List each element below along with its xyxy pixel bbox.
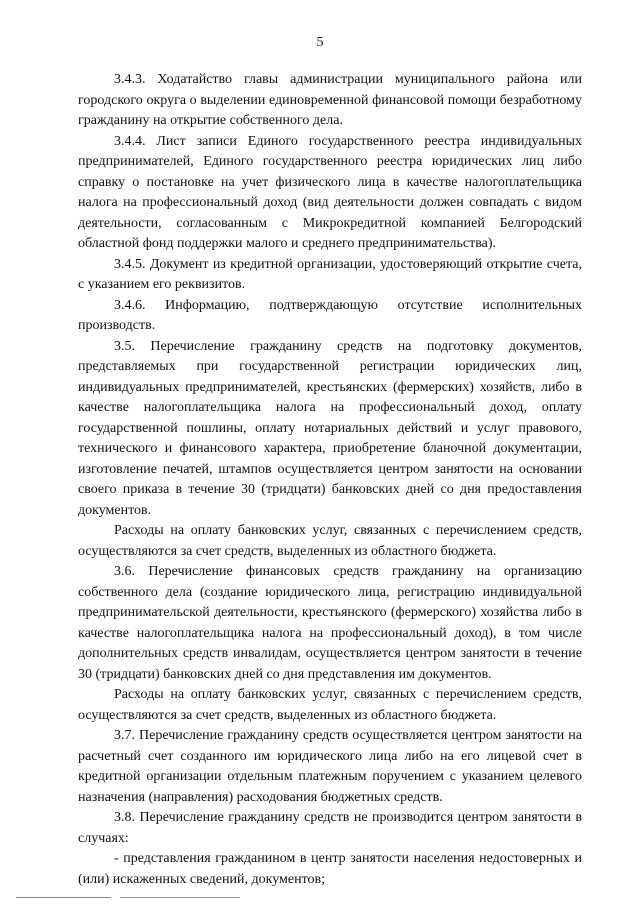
paragraph-3-4-6: 3.4.6. Информацию, подтверждающую отсутствие исполнительных производств.	[78, 297, 582, 333]
scan-edge-mark	[16, 897, 111, 898]
paragraph-3-6-expenses: Расходы на оплату банковских услуг, связанных с перечислением средств, осуществляются за счет средств, выделенных из областного бюджета.	[78, 687, 582, 723]
paragraph-3-5: 3.5. Перечисление гражданину средств на подготовку документов, представляемых при государственной регистрации юридических лиц, индивидуальных предпринимателей, крестьянских (фермерских) хозяйств, либо в качестве налогоплательщика налога на профессиональный доход, оплату государственной пошлины, оплату нотариальных действий и услуг правового, технического и финансового характера, приобретение бланочной документации, изготовление печатей, штампов осуществляется центром занятости на основании своего приказа в течение 30 (тридцати) банковских дней со дня предоставления документов.	[78, 338, 582, 518]
paragraph-3-7: 3.7. Перечисление гражданину средств осуществляется центром занятости на расчетный счет созданного им юридического лица либо на его лицевой счет в кредитной организации отдельным платежным поручением с указанием целевого назначения (направления) расходования бюджетных средств.	[78, 728, 582, 805]
paragraph-3-4-4: 3.4.4. Лист записи Единого государственного реестра индивидуальных предпринимателей, Единого государственного реестра юридических лиц либо справку о постановке на учет физического лица в качестве налогоплательщика налога на профессиональный доход (вид деятельности должен совпадать с видом деятельности, согласованным с Микрокредитной компанией Белгородский областной фонд поддержки малого и среднего предпринимательства).	[78, 133, 582, 251]
paragraph-3-4-3: 3.4.3. Ходатайство главы администрации муниципального района или городского округа о выделении единовременной финансовой помощи безработному гражданину на открытие собственного дела.	[78, 72, 582, 128]
scan-edge-mark	[120, 897, 240, 898]
document-body	[78, 70, 582, 890]
paragraph-3-5-expenses: Расходы на оплату банковских услуг, связанных с перечислением средств, осуществляются за счет средств, выделенных из областного бюджета.	[78, 523, 582, 559]
paragraph-3-4-5: 3.4.5. Документ из кредитной организации, удостоверяющий открытие счета, с указанием его реквизитов.	[78, 256, 582, 292]
paragraph-3-8: 3.8. Перечисление гражданину средств не производится центром занятости в случаях:	[78, 810, 582, 846]
page-number: 5	[316, 35, 324, 50]
paragraph-3-8-item-1: - представления гражданином в центр занятости населения недостоверных и (или) искаженных сведений, документов;	[78, 851, 582, 887]
paragraph-3-6: 3.6. Перечисление финансовых средств гражданину на организацию собственного дела (создание юридического лица, регистрацию индивидуальной предпринимательской деятельности, крестьянского (фермерского) хозяйства либо в качестве налогоплательщика налога на профессиональный доход), в том числе дополнительных средств инвалидам, осуществляется центром занятости в течение 30 (тридцати) банковских дней со дня представления им документов.	[78, 564, 582, 682]
